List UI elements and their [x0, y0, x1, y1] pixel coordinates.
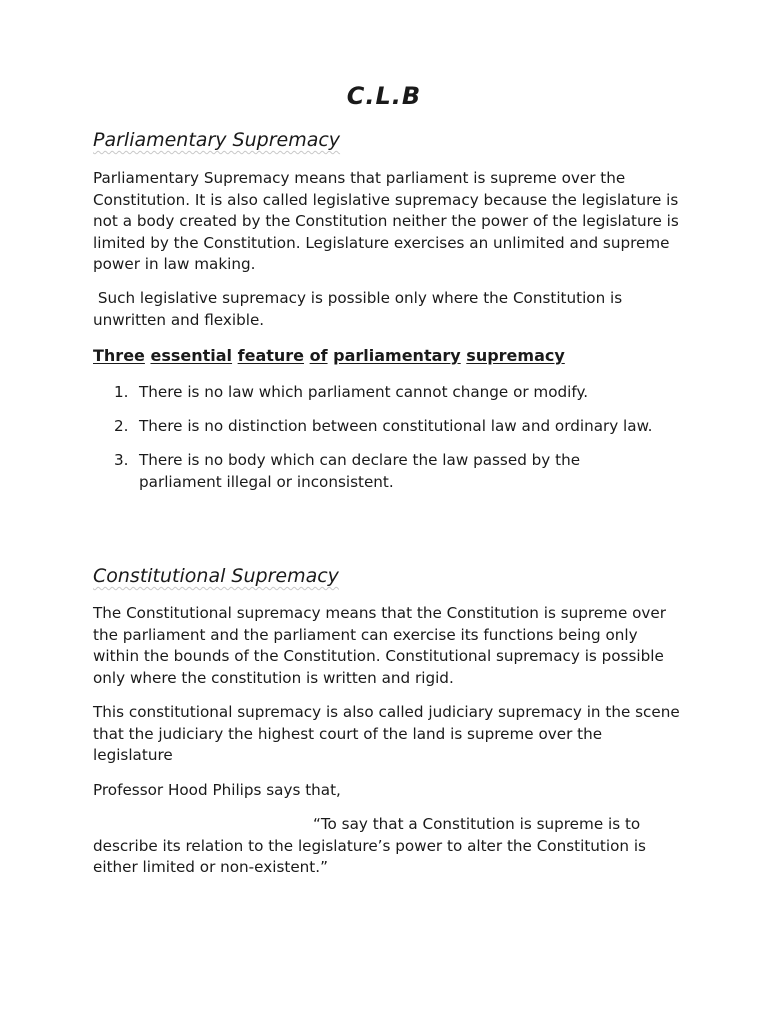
section-heading-constitutional-supremacy: Constitutional Supremacy	[93, 565, 339, 587]
document-title: C.L.B	[346, 82, 422, 110]
subheading-word: of	[309, 346, 328, 365]
subheading-word: parliamentary	[333, 346, 461, 365]
paragraph-constitutional-definition: The Constitutional supremacy means that the Constitution is supreme over the parliament and the parliament can exercise its functions being only within the bounds of the Constitution. Constitutional supremacy is possible only where the constitution is written and rigid.	[93, 604, 666, 687]
paragraph-legislative-supremacy: Such legislative supremacy is possible only where the Constitution is unwritten and flexible.	[93, 289, 628, 329]
paragraph-professor-quote-intro: Professor Hood Philips says that,	[93, 781, 341, 799]
list-item-number: 3.	[114, 450, 129, 469]
list-item	[93, 382, 659, 404]
section-heading-parliamentary-supremacy: Parliamentary Supremacy	[93, 129, 341, 151]
list-item-number: 2.	[114, 416, 129, 435]
paragraph-judiciary-supremacy: This constitutional supremacy is also called judiciary supremacy in the scene that the judiciary the highest court of the land is supreme over the legislature	[93, 703, 680, 765]
subheading-three-essential-features	[93, 345, 565, 367]
list-item-text: There is no distinction between constitutional law and ordinary law.	[139, 416, 653, 435]
list-item	[93, 450, 659, 493]
paragraph-parliamentary-definition: Parliamentary Supremacy means that parliament is supreme over the Constitution. It is also called legislative supremacy because the legislature is not a body created by the Constitution neither the power of the legislature is limited by the Constitution. Legislature exercises an unlimited and supreme power in law making.	[93, 169, 679, 274]
list-item-number: 1.	[114, 383, 129, 401]
subheading-word: feature	[237, 346, 305, 365]
essential-features-list	[93, 382, 683, 506]
subheading-word: essential	[150, 346, 233, 365]
quotation-hood-philips: “To say that a Constitution is supreme is to describe its relation to the legislature’s power to alter the Constitution is either limited or non-existent.”	[93, 815, 646, 877]
list-item-text: There is no body which can declare the law passed by the parliament illegal or inconsistent.	[139, 450, 581, 491]
list-item-text: There is no law which parliament cannot change or modify.	[139, 383, 589, 401]
list-item	[93, 416, 659, 438]
subheading-word: supremacy	[466, 346, 565, 365]
subheading-word: Three	[93, 346, 145, 365]
